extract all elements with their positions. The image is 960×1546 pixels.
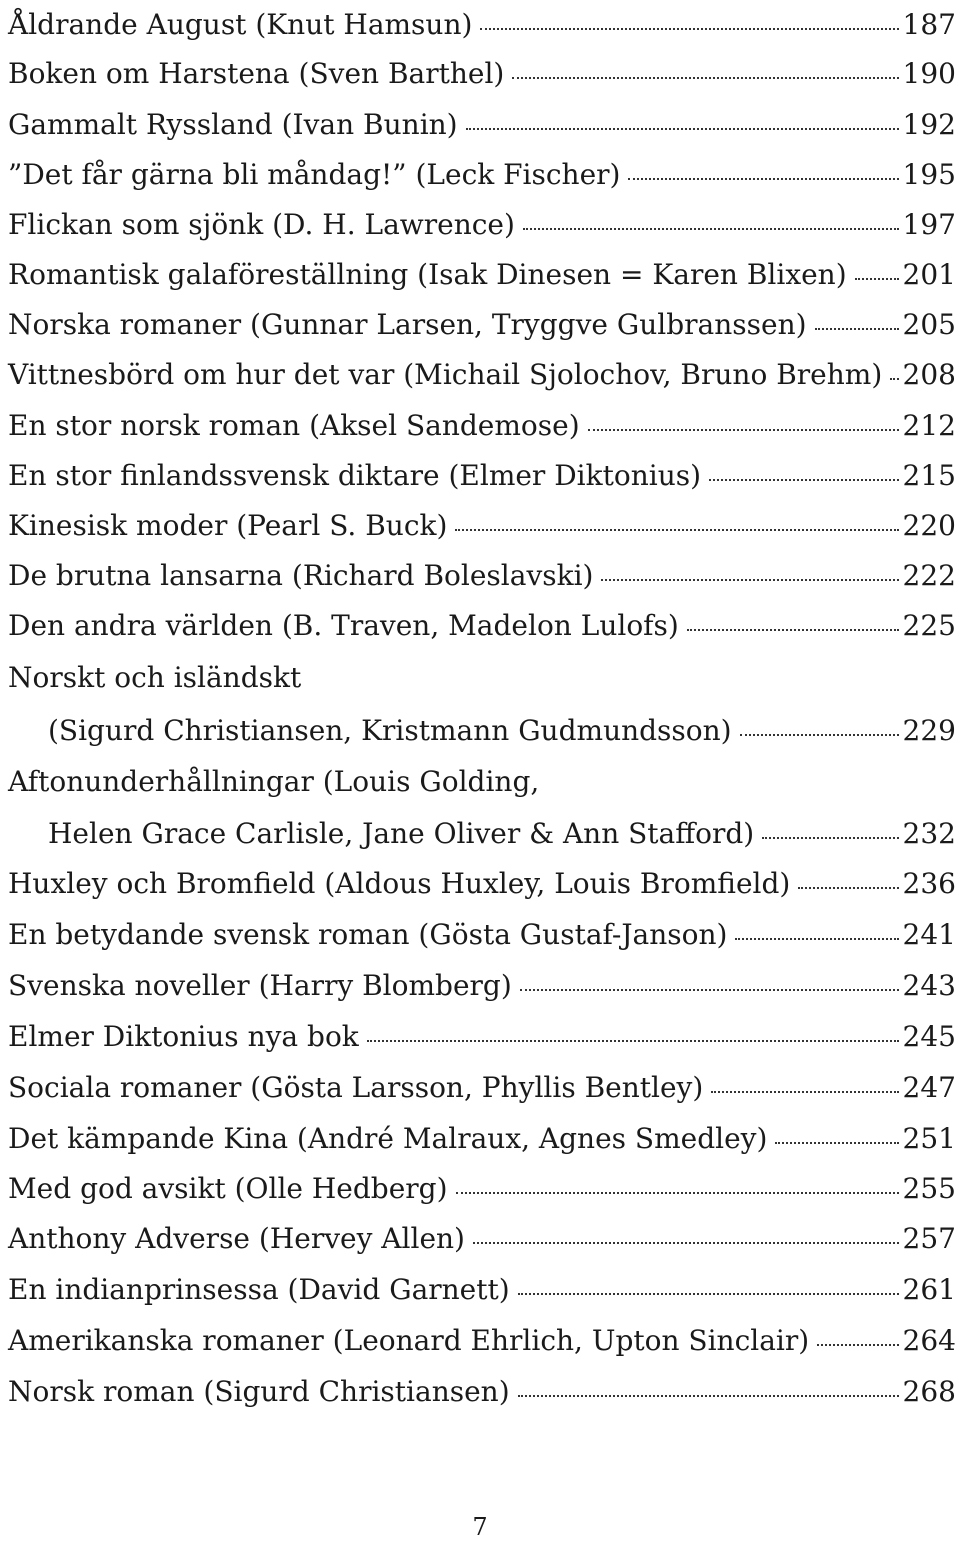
toc-entry-page: 232: [902, 817, 956, 850]
toc-entry: [8, 601, 956, 651]
dot-leader: [740, 734, 899, 736]
toc-entry-page: 225: [902, 609, 956, 642]
toc-entry-page: 220: [902, 509, 956, 542]
toc-entry-page: 264: [902, 1324, 956, 1357]
toc-entry-title: Sociala romaner (Gösta Larsson, Phyllis Bentley): [8, 1071, 704, 1104]
toc-entry-title: Flickan som sjönk (D. H. Lawrence): [8, 208, 515, 241]
dot-leader: [455, 529, 898, 531]
toc-entry-page: 245: [902, 1020, 956, 1053]
dot-leader: [735, 938, 898, 940]
dot-leader: [762, 837, 898, 839]
toc-entry-page: 201: [902, 258, 956, 291]
toc-entry: [8, 100, 956, 150]
dot-leader: [855, 278, 899, 280]
dot-leader: [817, 1344, 898, 1346]
toc-entry-continuation: [8, 809, 956, 859]
dot-leader: [466, 128, 899, 130]
toc-entry-title: Huxley och Bromfield (Aldous Huxley, Louis Bromfield): [8, 867, 791, 900]
toc-entry: [8, 1063, 956, 1113]
toc-entry-title: Svenska noveller (Harry Blomberg): [8, 969, 512, 1002]
toc-entry-page: 190: [902, 57, 956, 90]
toc-entry-title: Åldrande August (Knut Hamsun): [8, 8, 473, 41]
toc-entry-title: Boken om Harstena (Sven Barthel): [8, 57, 505, 90]
dot-leader: [711, 1091, 898, 1093]
dot-leader: [798, 887, 898, 889]
toc-entry-page: 192: [902, 108, 956, 141]
toc-entry: [8, 150, 956, 200]
toc-entry-title: Elmer Diktonius nya bok: [8, 1020, 359, 1053]
toc-entry: [8, 1367, 956, 1417]
toc-entry-page: 241: [902, 918, 956, 951]
toc-entry: [8, 1114, 956, 1164]
toc-entry-title: Med god avsikt (Olle Hedberg): [8, 1172, 448, 1205]
toc-entry-page: 215: [902, 459, 956, 492]
toc-entry-title: Den andra världen (B. Traven, Madelon Lulofs): [8, 609, 679, 642]
dot-leader: [588, 429, 899, 431]
toc-entry-page: 255: [902, 1172, 956, 1205]
toc-entry: [8, 1265, 956, 1315]
dot-leader: [518, 1395, 899, 1397]
toc-entry-page: 257: [902, 1222, 956, 1255]
toc-entry-title: Norska romaner (Gunnar Larsen, Tryggve Gulbranssen): [8, 308, 807, 341]
toc-entry: [8, 551, 956, 601]
toc-entry-title: En stor norsk roman (Aksel Sandemose): [8, 409, 580, 442]
toc-entry-page: 247: [902, 1071, 956, 1104]
toc-entry-title-continued: (Sigurd Christiansen, Kristmann Gudmundsson): [48, 714, 732, 747]
dot-leader: [709, 479, 899, 481]
toc-entry: [8, 200, 956, 250]
toc-entry: [8, 501, 956, 551]
toc-entry-page: 195: [902, 158, 956, 191]
dot-leader: [815, 328, 899, 330]
toc-entry-page: 251: [902, 1122, 956, 1155]
toc-entry: [8, 961, 956, 1011]
toc-entry-page: 236: [902, 867, 956, 900]
toc-entry-title: Romantisk galaföreställning (Isak Dinesen = Karen Blixen): [8, 258, 847, 291]
dot-leader: [520, 989, 899, 991]
toc-entry-title: Vittnesbörd om hur det var (Michail Sjolochov, Bruno Brehm): [8, 358, 883, 391]
toc-entry: [8, 401, 956, 451]
toc-entry-title: En stor finlandssvensk diktare (Elmer Diktonius): [8, 459, 702, 492]
dot-leader: [601, 579, 898, 581]
toc-entry-title: Kinesisk moder (Pearl S. Buck): [8, 509, 448, 542]
toc-entry-page: 268: [902, 1375, 956, 1408]
toc-entry-page: 197: [902, 208, 956, 241]
toc-entry-title: Det kämpande Kina (André Malraux, Agnes Smedley): [8, 1122, 768, 1155]
toc-entry-title: Norsk roman (Sigurd Christiansen): [8, 1375, 510, 1408]
dot-leader: [473, 1242, 899, 1244]
toc-entry-title: Amerikanska romaner (Leonard Ehrlich, Upton Sinclair): [8, 1324, 810, 1357]
toc-entry: [8, 350, 956, 400]
toc-entry-title-continued: Helen Grace Carlisle, Jane Oliver & Ann Stafford): [48, 817, 755, 850]
dot-leader: [480, 28, 898, 30]
toc-entry: [8, 49, 956, 99]
toc-entry-continuation: [8, 706, 956, 756]
dot-leader: [512, 77, 898, 79]
dot-leader: [775, 1142, 898, 1144]
dot-leader: [628, 178, 898, 180]
toc-entry: [8, 757, 956, 807]
toc-entry-title: Anthony Adverse (Hervey Allen): [8, 1222, 465, 1255]
toc-entry: [8, 910, 956, 960]
toc-entry-page: 243: [902, 969, 956, 1002]
dot-leader: [518, 1293, 899, 1295]
toc-entry: [8, 859, 956, 909]
toc-entry-page: 187: [902, 8, 956, 41]
toc-entry-title: ”Det får gärna bli måndag!” (Leck Fischer): [8, 158, 621, 191]
toc-entry-title: En indianprinsessa (David Garnett): [8, 1273, 510, 1306]
toc-entry: [8, 1012, 956, 1062]
toc-entry-title: Gammalt Ryssland (Ivan Bunin): [8, 108, 458, 141]
toc-entry-page: 212: [902, 409, 956, 442]
toc-entry-title: De brutna lansarna (Richard Boleslavski): [8, 559, 594, 592]
dot-leader: [687, 629, 899, 631]
toc-entry: [8, 1164, 956, 1214]
page-number: 7: [472, 1513, 488, 1541]
toc-entry: [8, 250, 956, 300]
toc-entry: [8, 653, 956, 703]
toc-entry-page: 261: [902, 1273, 956, 1306]
toc-entry: [8, 0, 956, 50]
toc-entry-page: 229: [902, 714, 956, 747]
toc-entry-page: 222: [902, 559, 956, 592]
toc-entry: [8, 1316, 956, 1366]
dot-leader: [890, 378, 898, 380]
toc-entry-title: En betydande svensk roman (Gösta Gustaf-Janson): [8, 918, 728, 951]
toc-entry-title: Aftonunderhållningar (Louis Golding,: [8, 765, 540, 798]
toc-entry: [8, 1214, 956, 1264]
dot-leader: [456, 1192, 899, 1194]
dot-leader: [367, 1040, 899, 1042]
toc-entry-page: 205: [902, 308, 956, 341]
toc-entry: [8, 451, 956, 501]
toc-entry-title: Norskt och isländskt: [8, 661, 302, 694]
dot-leader: [523, 228, 899, 230]
toc-entry: [8, 300, 956, 350]
toc-entry-page: 208: [902, 358, 956, 391]
